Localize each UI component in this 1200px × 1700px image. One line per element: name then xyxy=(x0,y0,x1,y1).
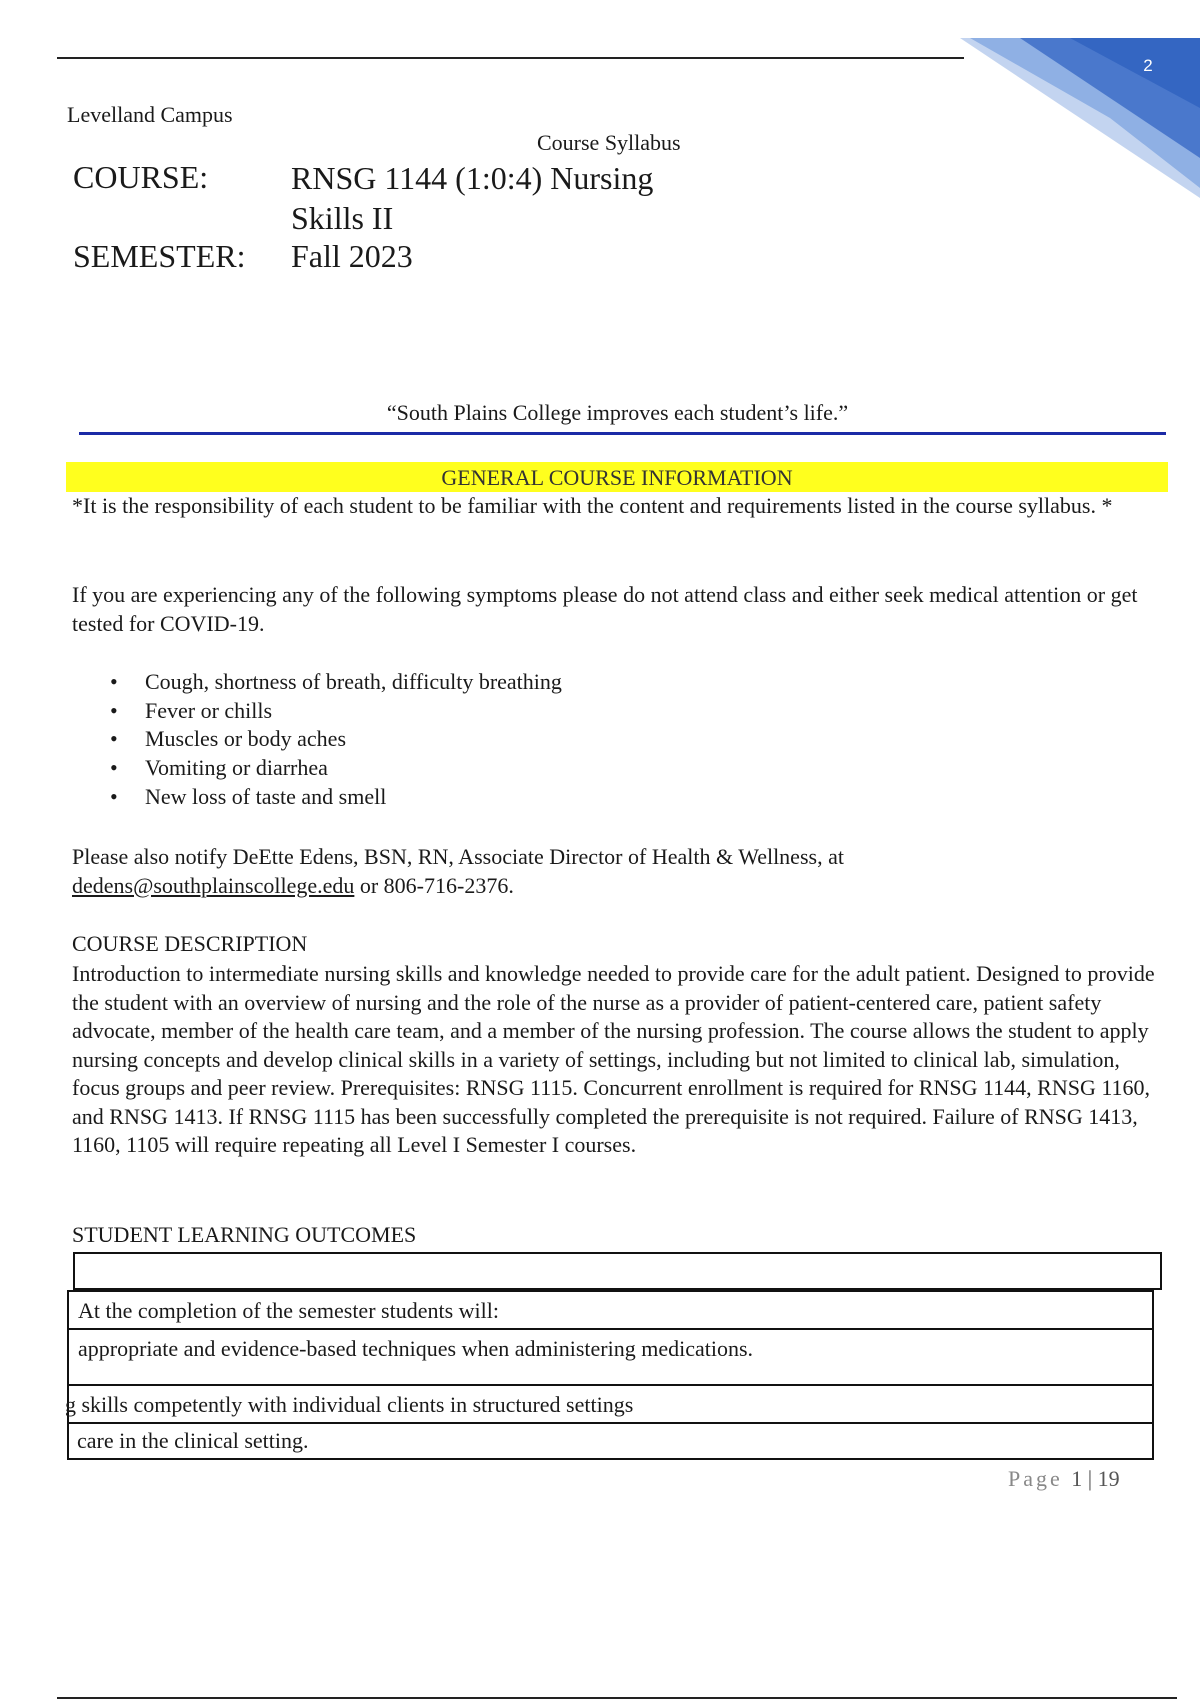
top-rule xyxy=(57,57,964,59)
table-row: appropriate and evidence-based techniques when administering medications. xyxy=(78,1336,754,1361)
list-item: • Muscles or body aches xyxy=(110,725,562,754)
outcomes-table xyxy=(67,1290,1154,1460)
list-item: • Vomiting or diarrhea xyxy=(110,754,562,783)
course-value-line2: Skills II xyxy=(291,200,394,236)
page-word: Page xyxy=(1008,1466,1063,1491)
section-banner: GENERAL COURSE INFORMATION xyxy=(66,462,1168,492)
phone-text: or 806-716-2376. xyxy=(354,872,514,898)
responsibility-note: *It is the responsibility of each student to be familiar with the content and requirements listed in the course syllabus. * xyxy=(72,493,1113,518)
bullet-icon: • xyxy=(110,669,118,694)
bullet-icon: • xyxy=(110,726,118,752)
list-item: • Cough, shortness of breath, difficulty breathing xyxy=(110,668,562,697)
notify-text: Please also notify DeEtte Edens, BSN, RN, Associate Director of Health & Wellness, at xyxy=(72,844,844,869)
bottom-rule xyxy=(57,1697,1177,1699)
course-description-body: Introduction to intermediate nursing skills and knowledge needed to provide care for the adult patient. Designed to provide the student with an overview of nursing and the role of the nurse as a provider of patient-centered care, patient safety advocate, member of the health care team, and a member of the nursing profession. The course allows the student to apply nursing concepts and develop clinical skills in a variety of settings, including but not limited to clinical lab, simulation, focus groups and peer review. Prerequisites: RNSG 1115. Concurrent enrollment is required for RNSG 1144, RNSG 1160, and RNSG 1413. If RNSG 1115 has been successfully completed the prerequisite is not required. Failure of RNSG 1413, 1160, 1105 will require repeating all Level I Semester I courses. xyxy=(72,961,1155,1157)
table-row: care in the clinical setting. xyxy=(77,1428,309,1453)
email-link[interactable]: dedens@southplainscollege.edu xyxy=(72,872,355,898)
course-value-line1: RNSG 1144 (1:0:4) Nursing xyxy=(291,160,654,196)
row-divider xyxy=(69,1328,1152,1330)
page-number: 1 | 19 xyxy=(1071,1466,1120,1491)
semester-label: SEMESTER: xyxy=(73,238,246,274)
college-motto: “South Plains College improves each student’s life.” xyxy=(386,400,849,425)
bullet-icon: • xyxy=(110,783,118,809)
page-footer xyxy=(1008,1466,1120,1492)
campus-name: Levelland Campus xyxy=(67,102,233,127)
row-divider xyxy=(69,1422,1152,1424)
list-item: • Fever or chills xyxy=(110,697,562,726)
course-value xyxy=(291,158,653,238)
notify-paragraph xyxy=(72,843,1172,900)
table-row: g skills competently with individual clients in structured settings xyxy=(65,1392,634,1417)
table-row: At the completion of the semester students will: xyxy=(78,1298,499,1323)
course-label: COURSE: xyxy=(73,159,209,195)
semester-value: Fall 2023 xyxy=(291,238,413,274)
page-badge: 2 xyxy=(1143,56,1153,75)
corner-decoration xyxy=(960,38,1200,198)
blue-divider xyxy=(79,432,1166,435)
bullet-icon: • xyxy=(110,697,118,723)
document-title: Course Syllabus xyxy=(537,130,681,155)
list-item: • New loss of taste and smell xyxy=(110,783,562,812)
course-description-heading: COURSE DESCRIPTION xyxy=(72,931,308,956)
row-divider xyxy=(69,1384,1152,1386)
outcomes-empty-box xyxy=(73,1252,1162,1290)
covid-intro: If you are experiencing any of the following symptoms please do not attend class and either seek medical attention or get tested for COVID-19. xyxy=(72,582,1138,636)
outcomes-heading: STUDENT LEARNING OUTCOMES xyxy=(72,1222,417,1247)
notify-contact xyxy=(72,872,1172,901)
bullet-icon: • xyxy=(110,755,118,781)
symptom-list xyxy=(110,668,562,811)
